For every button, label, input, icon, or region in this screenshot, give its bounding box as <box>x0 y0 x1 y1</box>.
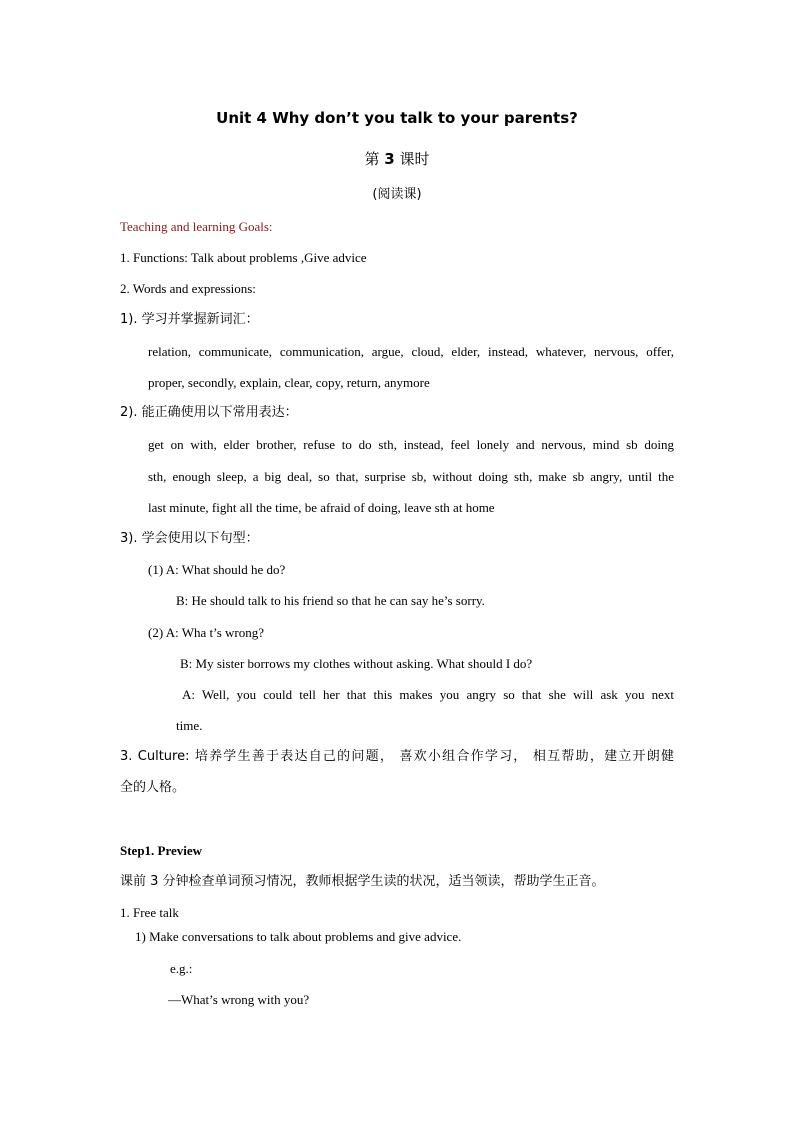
sentence-2c-cont: time. <box>176 718 203 733</box>
culture-line-1: 3. Culture: 培养学生善于表达自己的问题， 喜欢小组合作学习， 相互帮助，建立开朗健 <box>120 749 674 764</box>
lesson-prefix: 第 <box>364 150 385 168</box>
free-talk-item-1: 1) Make conversations to talk about problems and give advice. <box>135 929 462 944</box>
expressions-heading: 2). 能正确使用以下常用表达： <box>120 405 298 420</box>
vocab-heading: 1). 学习并掌握新词汇： <box>120 312 259 327</box>
sentence-2c: A: Well, you could tell her that this makes you angry so that she will ask you next <box>182 687 674 702</box>
words-heading: 2. Words and expressions: <box>120 281 256 296</box>
lesson-suffix: 课时 <box>394 150 430 168</box>
goals-heading: Teaching and learning Goals: <box>120 219 273 234</box>
culture-line-2: 全的人格。 <box>120 780 186 795</box>
expressions-line-3: last minute, fight all the time, be afraid of doing, leave sth at home <box>148 500 495 515</box>
sentence-2a: (2) A: Wha t’s wrong? <box>148 625 265 640</box>
step1-heading: Step1. Preview <box>120 843 203 858</box>
vocab-line-1: relation, communicate, communication, argue, cloud, elder, instead, whatever, nervous, offer, <box>148 344 674 359</box>
sentence-1a: (1) A: What should he do? <box>148 562 286 577</box>
expressions-line-1: get on with, elder brother, refuse to do sth, instead, feel lonely and nervous, mind sb doing <box>148 437 674 452</box>
functions-line: 1. Functions: Talk about problems ,Give advice <box>120 250 367 265</box>
lesson-number <box>0 149 794 169</box>
vocab-line-2: proper, secondly, explain, clear, copy, return, anymore <box>148 375 430 390</box>
sentences-heading: 3). 学会使用以下句型： <box>120 531 259 546</box>
expressions-line-2: sth, enough sleep, a big deal, so that, surprise sb, without doing sth, make sb angry, until the <box>148 469 674 484</box>
lesson-type: (阅读课) <box>372 187 422 202</box>
example-question: —What’s wrong with you? <box>168 992 310 1007</box>
free-talk-heading: 1. Free talk <box>120 905 179 920</box>
page-title: Unit 4 Why don’t you talk to your parents? <box>216 109 578 127</box>
sentence-2b: B: My sister borrows my clothes without asking. What should I do? <box>180 656 533 671</box>
sentence-1b: B: He should talk to his friend so that he can say he’s sorry. <box>176 593 485 608</box>
lesson-number-value: 3 <box>384 150 395 168</box>
example-label: e.g.: <box>170 961 193 976</box>
step1-description: 课前 3 分钟检查单词预习情况，教师根据学生读的状况，适当领读，帮助学生正音。 <box>120 874 605 889</box>
